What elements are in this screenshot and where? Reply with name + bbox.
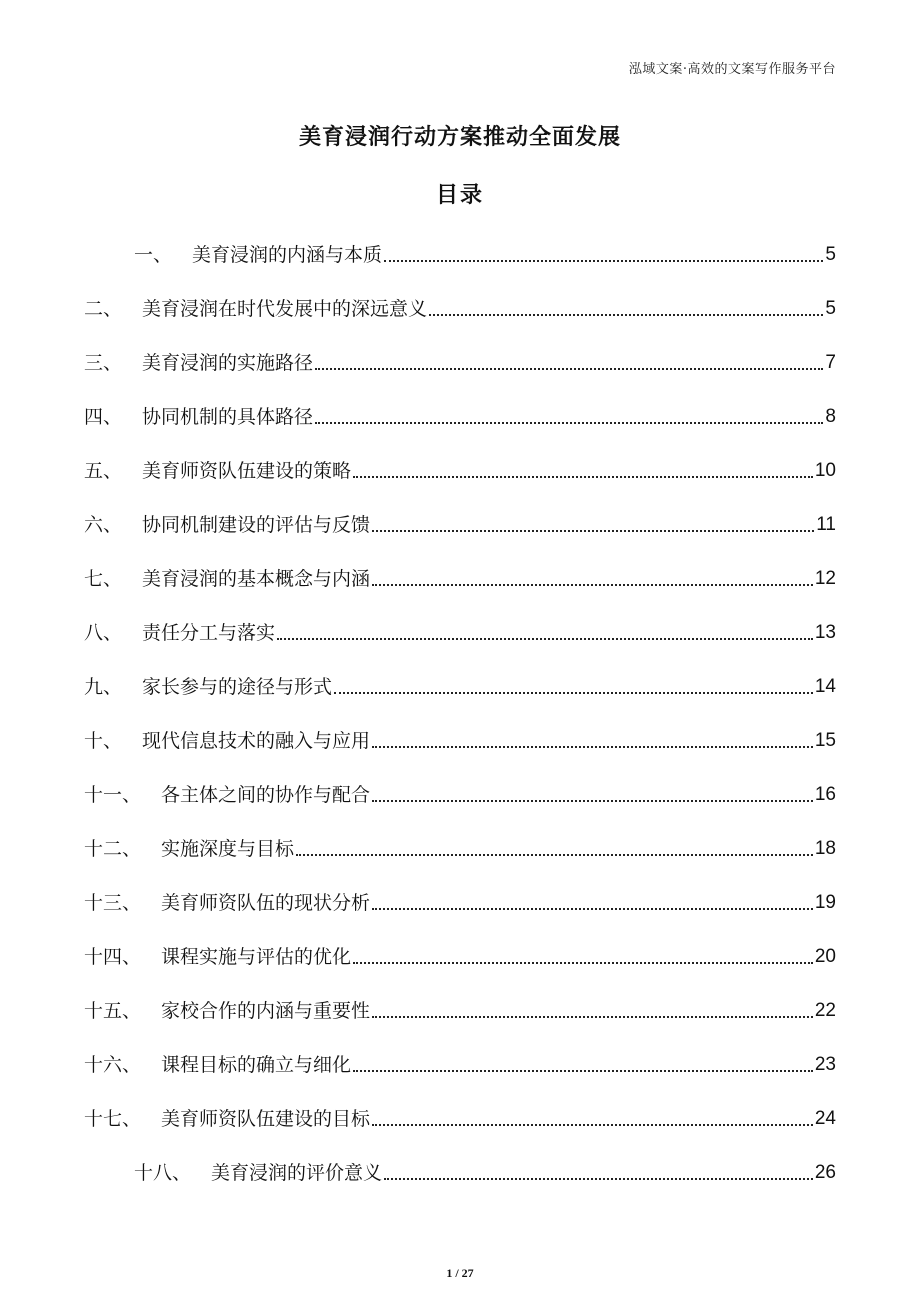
- toc-entry-16[interactable]: [84, 1045, 836, 1077]
- toc-entry-number: 十二、: [84, 838, 142, 860]
- page-header: 泓域文案·高效的文案写作服务平台: [628, 62, 836, 77]
- toc-heading: 目录: [435, 183, 484, 208]
- toc-entry-page: 5: [825, 244, 836, 265]
- toc-entry-page: 16: [814, 784, 836, 805]
- toc-entry-number: 十五、: [84, 1000, 142, 1022]
- toc-entry-3[interactable]: [84, 343, 836, 375]
- toc-entry-text: 责任分工与落实: [142, 622, 276, 644]
- toc-entry-number: 十四、: [84, 946, 142, 968]
- toc-entry-number: 三、: [84, 352, 123, 374]
- toc-leader-dots: [429, 314, 823, 316]
- toc-entry-number: 六、: [84, 514, 123, 536]
- toc-leader-dots: [353, 476, 813, 478]
- toc-entry-page: 18: [814, 838, 836, 859]
- toc-entry-number: 十六、: [84, 1054, 142, 1076]
- toc-entry-14[interactable]: [84, 937, 836, 969]
- toc-leader-dots: [334, 692, 813, 694]
- toc-leader-dots: [372, 584, 813, 586]
- toc-leader-dots: [277, 638, 813, 640]
- toc-entry-4[interactable]: [84, 397, 836, 429]
- toc-leader-dots: [372, 800, 813, 802]
- toc-entry-number: 七、: [84, 568, 123, 590]
- toc-entry-number: 九、: [84, 676, 123, 698]
- toc-entry-text: 各主体之间的协作与配合: [161, 784, 371, 806]
- toc-entry-number: 五、: [84, 460, 123, 482]
- toc-entry-number: 十、: [84, 730, 123, 752]
- page-number-footer: 1 / 27: [446, 1266, 474, 1280]
- toc-leader-dots: [384, 1178, 813, 1180]
- toc-entry-12[interactable]: [84, 829, 836, 861]
- toc-entry-text: 课程实施与评估的优化: [161, 946, 352, 968]
- toc-entry-page: 10: [814, 460, 836, 481]
- toc-entry-1[interactable]: [134, 235, 836, 267]
- toc-entry-18[interactable]: [134, 1153, 836, 1185]
- toc-entry-page: 15: [814, 730, 836, 751]
- toc-entry-page: 23: [814, 1054, 836, 1075]
- toc-entry-number: 一、: [134, 244, 173, 266]
- toc-entry-10[interactable]: [84, 721, 836, 753]
- toc-entry-text: 美育师资队伍建设的策略: [142, 460, 352, 482]
- toc-leader-dots: [315, 368, 823, 370]
- toc-entry-page: 11: [816, 514, 836, 535]
- toc-entry-text: 美育浸润的实施路径: [142, 352, 314, 374]
- toc-entry-number: 十三、: [84, 892, 142, 914]
- toc-leader-dots: [372, 1016, 813, 1018]
- toc-entry-page: 8: [825, 406, 836, 427]
- toc-entry-11[interactable]: [84, 775, 836, 807]
- toc-entry-13[interactable]: [84, 883, 836, 915]
- toc-entry-text: 课程目标的确立与细化: [161, 1054, 352, 1076]
- toc-entry-number: 八、: [84, 622, 123, 644]
- toc-entry-17[interactable]: [84, 1099, 836, 1131]
- toc-entry-7[interactable]: [84, 559, 836, 591]
- toc-leader-dots: [296, 854, 813, 856]
- toc-entry-page: 12: [814, 568, 836, 589]
- toc-entry-number: 十一、: [84, 784, 142, 806]
- toc-entry-number: 四、: [84, 406, 123, 428]
- toc-entry-8[interactable]: [84, 613, 836, 645]
- toc-entry-text: 家校合作的内涵与重要性: [161, 1000, 371, 1022]
- toc-entry-number: 十七、: [84, 1108, 142, 1130]
- toc-entry-text: 现代信息技术的融入与应用: [142, 730, 371, 752]
- toc-entry-number: 十八、: [134, 1162, 192, 1184]
- toc-entry-page: 20: [814, 946, 836, 967]
- toc-leader-dots: [372, 908, 813, 910]
- toc-entry-text: 美育师资队伍的现状分析: [161, 892, 371, 914]
- toc-leader-dots: [372, 530, 814, 532]
- toc-entry-text: 家长参与的途径与形式: [142, 676, 333, 698]
- toc-entry-number: 二、: [84, 298, 123, 320]
- toc-leader-dots: [372, 1124, 813, 1126]
- toc-entry-text: 协同机制的具体路径: [142, 406, 314, 428]
- toc-entry-text: 美育浸润的内涵与本质: [192, 244, 383, 266]
- toc-leader-dots: [353, 962, 813, 964]
- toc-entry-15[interactable]: [84, 991, 836, 1023]
- toc-entry-text: 协同机制建设的评估与反馈: [142, 514, 371, 536]
- toc-entry-page: 13: [814, 622, 836, 643]
- toc-entry-text: 美育浸润的基本概念与内涵: [142, 568, 371, 590]
- toc-entry-page: 5: [825, 298, 836, 319]
- toc-leader-dots: [353, 1070, 813, 1072]
- toc-entry-5[interactable]: [84, 451, 836, 483]
- header-divider: [84, 84, 836, 85]
- toc-entry-text: 实施深度与目标: [161, 838, 295, 860]
- toc-entry-page: 26: [814, 1162, 836, 1183]
- document-title: 美育浸润行动方案推动全面发展: [298, 125, 621, 150]
- toc-leader-dots: [384, 260, 823, 262]
- toc-leader-dots: [315, 422, 823, 424]
- toc-entry-page: 22: [814, 1000, 836, 1021]
- toc-entry-text: 美育师资队伍建设的目标: [161, 1108, 371, 1130]
- toc-entry-page: 24: [814, 1108, 836, 1129]
- toc-entry-text: 美育浸润的评价意义: [211, 1162, 383, 1184]
- toc-entry-page: 7: [825, 352, 836, 373]
- toc-entry-6[interactable]: [84, 505, 836, 537]
- toc-entry-page: 14: [814, 676, 836, 697]
- toc-leader-dots: [372, 746, 813, 748]
- toc-entry-9[interactable]: [84, 667, 836, 699]
- toc-entry-2[interactable]: [84, 289, 836, 321]
- toc-entry-page: 19: [814, 892, 836, 913]
- toc-entry-text: 美育浸润在时代发展中的深远意义: [142, 298, 428, 320]
